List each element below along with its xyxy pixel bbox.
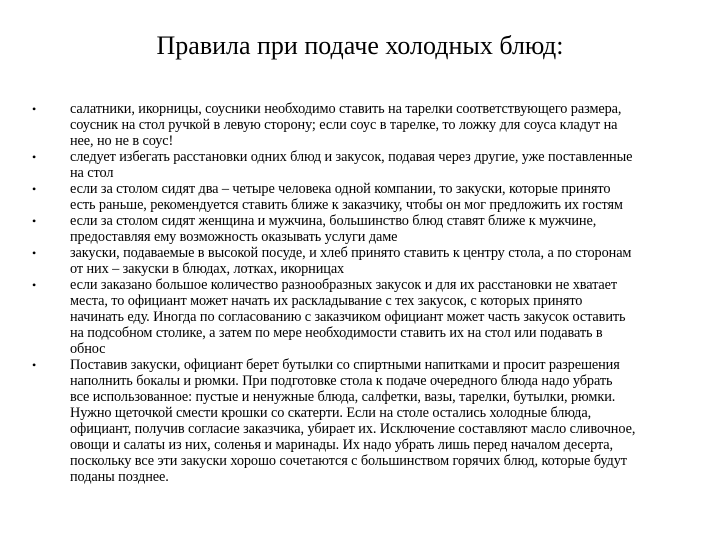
bullet-icon: • — [32, 102, 37, 116]
list-item — [0, 357, 720, 485]
list-item-text-line: Поставив закуски, официант берет бутылки со спиртными напитками и просит разрешения — [70, 357, 620, 373]
list-item-text-line: на стол — [70, 165, 114, 181]
rules-list — [0, 101, 720, 485]
bullet-icon: • — [32, 150, 37, 164]
list-item-text-line: есть раньше, рекомендуется ставить ближе к заказчику, чтобы он мог предложить их гостям — [70, 197, 623, 213]
list-item — [0, 181, 720, 213]
list-item-text-line: от них – закуски в блюдах, лотках, икорницах — [70, 261, 345, 277]
list-item-text-line: официант, получив согласие заказчика, убирает их. Исключение составляют масло сливочное, — [70, 421, 636, 437]
list-item-text-line: закуски, подаваемые в высокой посуде, и хлеб принято ставить к центру стола, а по сторонам — [70, 245, 632, 261]
list-item — [0, 213, 720, 245]
list-item — [0, 149, 720, 181]
list-item — [0, 245, 720, 277]
list-item-text-line: если за столом сидят женщина и мужчина, большинство блюд ставят ближе к мужчине, — [70, 213, 597, 229]
bullet-icon: • — [32, 246, 37, 260]
list-item-text-line: Нужно щеточкой смести крошки со скатерти. Если на столе остались холодные блюда, — [70, 405, 592, 421]
list-item-text-line: все использованное: пустые и ненужные блюда, салфетки, вазы, тарелки, бутылки, рюмки. — [70, 389, 616, 405]
list-item-text-line: наполнить бокалы и рюмки. При подготовке стола к подаче очередного блюда надо убрать — [70, 373, 613, 389]
list-item-text-line: поданы позднее. — [70, 469, 169, 485]
bullet-icon: • — [32, 358, 37, 372]
list-item-text-line: предоставляя ему возможность оказывать услуги даме — [70, 229, 398, 245]
bullet-icon: • — [32, 214, 37, 228]
bullet-icon: • — [32, 182, 37, 196]
list-item-text-line: на подсобном столике, а затем по мере необходимости ставить их на стол или подавать в — [70, 325, 603, 341]
slide-title: Правила при подаче холодных блюд: — [156, 31, 564, 60]
bullet-icon: • — [32, 278, 37, 292]
list-item-text-line: если за столом сидят два – четыре человека одной компании, то закуски, которые принято — [70, 181, 611, 197]
list-item-text-line: нее, но не в соус! — [70, 133, 174, 149]
list-item-text-line: начинать еду. Иногда по согласованию с заказчиком официант может часть закусок оставить — [70, 309, 626, 325]
list-item-text-line: обнос — [70, 341, 106, 357]
list-item-text-line: места, то официант может начать их раскладывание с тех закусок, с которых принято — [70, 293, 583, 309]
list-item-text-line: следует избегать расстановки одних блюд и закусок, подавая через другие, уже поставленные — [70, 149, 633, 165]
list-item-text-line: поскольку все эти закуски хорошо сочетаются с большинством горячих блюд, которые будут — [70, 453, 627, 469]
list-item — [0, 277, 720, 357]
list-item — [0, 101, 720, 149]
list-item-text-line: салатники, икорницы, соусники необходимо ставить на тарелки соответствующего размера, — [70, 101, 622, 117]
list-item-text-line: если заказано большое количество разнообразных закусок и для их расстановки не хватает — [70, 277, 618, 293]
list-item-text-line: овощи и салаты из них, соленья и маринады. Их надо убрать лишь перед началом десерта, — [70, 437, 614, 453]
list-item-text-line: соусник на стол ручкой в левую сторону; если соус в тарелке, то ложку для соуса кладут на — [70, 117, 618, 133]
